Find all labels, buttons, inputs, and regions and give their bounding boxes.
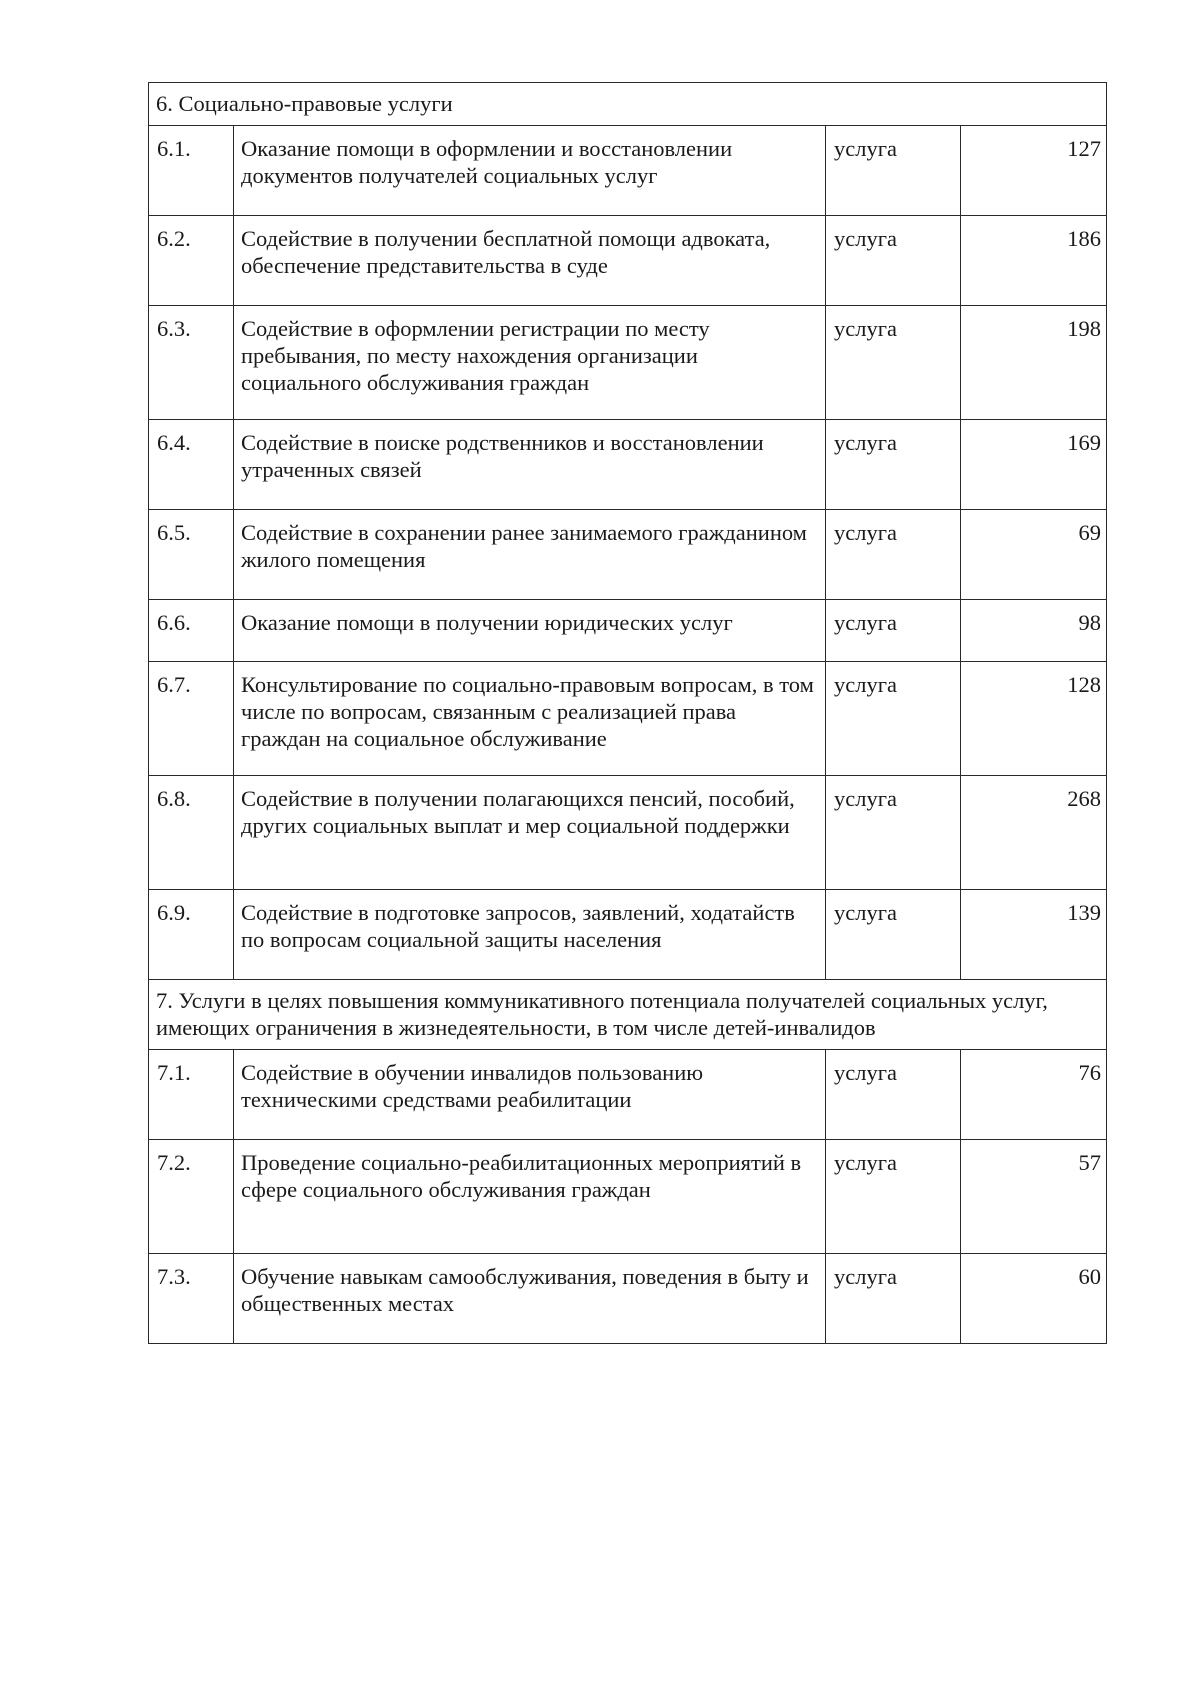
service-value: 139 <box>961 890 1107 980</box>
service-name: Содействие в подготовке запросов, заявлений, ходатайств по вопросам социальной защиты населения <box>234 890 826 980</box>
section-header-row <box>149 83 1107 126</box>
unit-of-measure: услуга <box>826 1050 961 1140</box>
service-value: 57 <box>961 1140 1107 1254</box>
service-value: 268 <box>961 776 1107 890</box>
service-name: Содействие в оформлении регистрации по месту пребывания, по месту нахождения организации социального обслуживания граждан <box>234 306 826 420</box>
section-title: 7. Услуги в целях повышения коммуникативного потенциала получателей социальных услуг, имеющих ограничения в жизнедеятельности, в том числе детей-инвалидов <box>149 980 1107 1050</box>
service-value: 128 <box>961 662 1107 776</box>
row-number: 7.2. <box>149 1140 234 1254</box>
table-row <box>149 216 1107 306</box>
row-number: 6.2. <box>149 216 234 306</box>
row-number: 6.7. <box>149 662 234 776</box>
service-name: Содействие в сохранении ранее занимаемого гражданином жилого помещения <box>234 510 826 600</box>
service-value: 127 <box>961 126 1107 216</box>
service-name: Обучение навыкам самообслуживания, поведения в быту и общественных местах <box>234 1254 826 1344</box>
unit-of-measure: услуга <box>826 1140 961 1254</box>
row-number: 6.9. <box>149 890 234 980</box>
row-number: 6.1. <box>149 126 234 216</box>
service-value: 76 <box>961 1050 1107 1140</box>
service-value: 60 <box>961 1254 1107 1344</box>
unit-of-measure: услуга <box>826 890 961 980</box>
table-row <box>149 420 1107 510</box>
row-number: 6.5. <box>149 510 234 600</box>
unit-of-measure: услуга <box>826 306 961 420</box>
unit-of-measure: услуга <box>826 662 961 776</box>
row-number: 6.6. <box>149 600 234 662</box>
service-value: 98 <box>961 600 1107 662</box>
service-value: 169 <box>961 420 1107 510</box>
row-number: 7.3. <box>149 1254 234 1344</box>
table-row <box>149 510 1107 600</box>
row-number: 6.8. <box>149 776 234 890</box>
table-row <box>149 1140 1107 1254</box>
unit-of-measure: услуга <box>826 510 961 600</box>
service-name: Содействие в получении полагающихся пенсий, пособий, других социальных выплат и мер социальной поддержки <box>234 776 826 890</box>
unit-of-measure: услуга <box>826 420 961 510</box>
unit-of-measure: услуга <box>826 216 961 306</box>
services-table <box>148 82 1107 1344</box>
service-value: 198 <box>961 306 1107 420</box>
unit-of-measure: услуга <box>826 600 961 662</box>
row-number: 7.1. <box>149 1050 234 1140</box>
table-row <box>149 126 1107 216</box>
row-number: 6.3. <box>149 306 234 420</box>
service-value: 69 <box>961 510 1107 600</box>
table-row <box>149 1050 1107 1140</box>
service-name: Содействие в обучении инвалидов пользованию техническими средствами реабилитации <box>234 1050 826 1140</box>
service-name: Содействие в получении бесплатной помощи адвоката, обеспечение представительства в суде <box>234 216 826 306</box>
service-name: Консультирование по социально-правовым вопросам, в том числе по вопросам, связанным с реализацией права граждан на социальное обслуживание <box>234 662 826 776</box>
service-name: Содействие в поиске родственников и восстановлении утраченных связей <box>234 420 826 510</box>
table-row <box>149 776 1107 890</box>
section-header-row <box>149 980 1107 1050</box>
table-row <box>149 306 1107 420</box>
service-name: Оказание помощи в получении юридических услуг <box>234 600 826 662</box>
unit-of-measure: услуга <box>826 126 961 216</box>
row-number: 6.4. <box>149 420 234 510</box>
table-row <box>149 662 1107 776</box>
table-row <box>149 600 1107 662</box>
table-row <box>149 1254 1107 1344</box>
service-value: 186 <box>961 216 1107 306</box>
section-title: 6. Социально-правовые услуги <box>149 83 1107 126</box>
service-name: Оказание помощи в оформлении и восстановлении документов получателей социальных услуг <box>234 126 826 216</box>
unit-of-measure: услуга <box>826 1254 961 1344</box>
service-name: Проведение социально-реабилитационных мероприятий в сфере социального обслуживания граждан <box>234 1140 826 1254</box>
table-row <box>149 890 1107 980</box>
unit-of-measure: услуга <box>826 776 961 890</box>
